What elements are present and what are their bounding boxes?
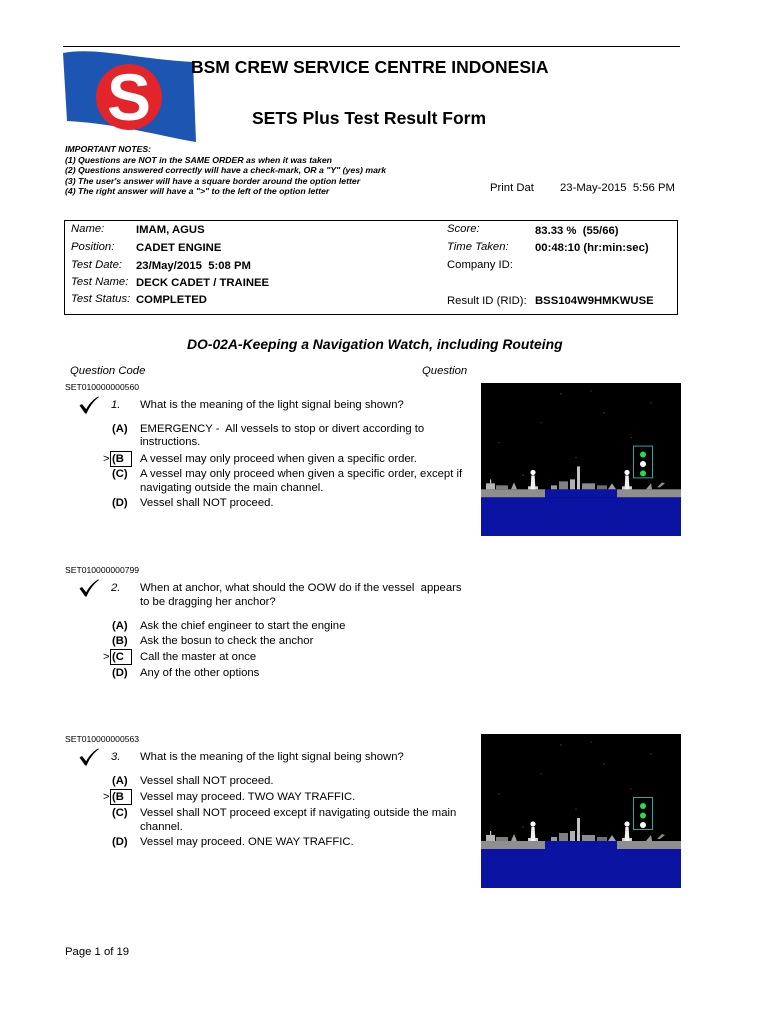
question-code: SET010000000799 xyxy=(65,565,140,575)
result-id-label: Result ID (RID): xyxy=(447,295,527,307)
test-status-label: Test Status: xyxy=(71,293,131,305)
question-code: SET010000000560 xyxy=(65,382,140,392)
question-text: What is the meaning of the light signal being shown? xyxy=(140,399,404,411)
test-name-label: Test Name: xyxy=(71,276,129,288)
option-letter: (D) xyxy=(112,667,128,679)
option-letter: (B) xyxy=(112,635,128,647)
signal-light-top xyxy=(640,803,646,809)
question-number: 1. xyxy=(111,399,121,411)
option-letter: (B xyxy=(112,453,124,465)
important-note: (1) Questions are NOT in the SAME ORDER as when it was taken xyxy=(65,154,332,165)
option-letter: (D) xyxy=(112,497,128,509)
option-text: Ask the chief engineer to start the engine xyxy=(140,620,346,632)
right-answer-marker: > xyxy=(103,651,110,663)
port-traffic-signal-scene xyxy=(481,383,681,536)
option-text: EMERGENCY - All vessels to stop or divert according to xyxy=(140,423,425,435)
question-text: When at anchor, what should the OOW do if the vessel appears xyxy=(140,582,462,594)
option-letter: (C) xyxy=(112,807,128,819)
important-note: (4) The right answer will have a ">" to the left of the option letter xyxy=(65,186,330,196)
option-letter: (B xyxy=(112,791,124,803)
score-label: Score: xyxy=(447,223,480,235)
option-text: Vessel shall NOT proceed. xyxy=(140,775,274,787)
time-taken-value: 00:48:10 (hr:min:sec) xyxy=(535,242,649,254)
test-date-value: 23/May/2015 5:08 PM xyxy=(136,260,251,272)
option-letter: (C xyxy=(112,651,124,663)
option-letter: (D) xyxy=(112,836,128,848)
company-id-label: Company ID: xyxy=(447,259,513,271)
test-status-value: COMPLETED xyxy=(136,294,207,306)
option-text: Vessel shall NOT proceed. xyxy=(140,497,274,509)
column-header-question: Question xyxy=(422,365,468,377)
option-text: Call the master at once xyxy=(140,651,257,663)
check-mark-icon xyxy=(79,396,99,414)
test-name-value: DECK CADET / TRAINEE xyxy=(136,277,270,289)
option-text: channel. xyxy=(140,821,183,833)
option-text: A vessel may only proceed when given a specific order, except if xyxy=(140,468,463,480)
option-letter: (A) xyxy=(112,620,128,632)
option-text: A vessel may only proceed when given a specific order. xyxy=(140,453,417,465)
header-rule xyxy=(63,46,680,47)
option-text: Vessel shall NOT proceed except if navigating outside the main xyxy=(140,807,457,819)
signal-light-top xyxy=(640,452,646,458)
logo-letter: S xyxy=(106,60,152,134)
right-answer-marker: > xyxy=(103,453,110,465)
name-value: IMAM, AGUS xyxy=(136,224,205,236)
org-name: BSM CREW SERVICE CENTRE INDONESIA xyxy=(191,57,549,77)
option-letter: (A) xyxy=(112,775,128,787)
option-text: Ask the bosun to check the anchor xyxy=(140,635,314,647)
important-note: (2) Questions answered correctly will have a check-mark, OR a "Y" (yes) mark xyxy=(65,165,387,175)
option-letter: (C) xyxy=(112,468,128,480)
option-text: Vessel may proceed. ONE WAY TRAFFIC. xyxy=(140,836,354,848)
test-date-label: Test Date: xyxy=(71,259,123,271)
bsm-flag-logo xyxy=(60,48,200,146)
result-id-value: BSS104W9HMKWUSE xyxy=(535,295,654,307)
signal-light-middle xyxy=(640,813,646,819)
signal-light-middle xyxy=(640,461,646,467)
position-value: CADET ENGINE xyxy=(136,242,222,254)
important-notes-title: IMPORTANT NOTES: xyxy=(65,144,152,154)
position-label: Position: xyxy=(71,241,115,253)
option-text: navigating outside the main channel. xyxy=(140,482,324,494)
signal-light-bottom xyxy=(640,470,646,476)
name-label: Name: xyxy=(71,223,105,235)
option-text: Any of the other options xyxy=(140,667,260,679)
important-note: (3) The user's answer will have a square border around the option letter xyxy=(65,175,361,186)
port-traffic-signal-scene xyxy=(481,734,681,888)
section-title: DO-02A-Keeping a Navigation Watch, including Routeing xyxy=(187,336,563,352)
option-letter: (A) xyxy=(112,423,128,435)
column-header-code: Question Code xyxy=(70,365,146,377)
question-text: What is the meaning of the light signal being shown? xyxy=(140,751,404,763)
question-text: to be dragging her anchor? xyxy=(140,596,276,608)
print-date-value: 23-May-2015 5:56 PM xyxy=(560,182,675,194)
right-answer-marker: > xyxy=(103,791,110,803)
print-date-label: Print Dat xyxy=(490,182,534,194)
check-mark-icon xyxy=(79,579,99,597)
form-title: SETS Plus Test Result Form xyxy=(252,108,487,128)
signal-light-bottom xyxy=(640,822,646,828)
page-number: Page 1 of 19 xyxy=(65,946,130,958)
option-text: instructions. xyxy=(140,436,201,448)
score-value: 83.33 % (55/66) xyxy=(535,225,619,237)
check-mark-icon xyxy=(79,748,99,766)
question-number: 2. xyxy=(111,582,121,594)
question-code: SET010000000563 xyxy=(65,734,140,744)
option-text: Vessel may proceed. TWO WAY TRAFFIC. xyxy=(140,791,356,803)
question-number: 3. xyxy=(111,751,121,763)
time-taken-label: Time Taken: xyxy=(447,241,509,253)
